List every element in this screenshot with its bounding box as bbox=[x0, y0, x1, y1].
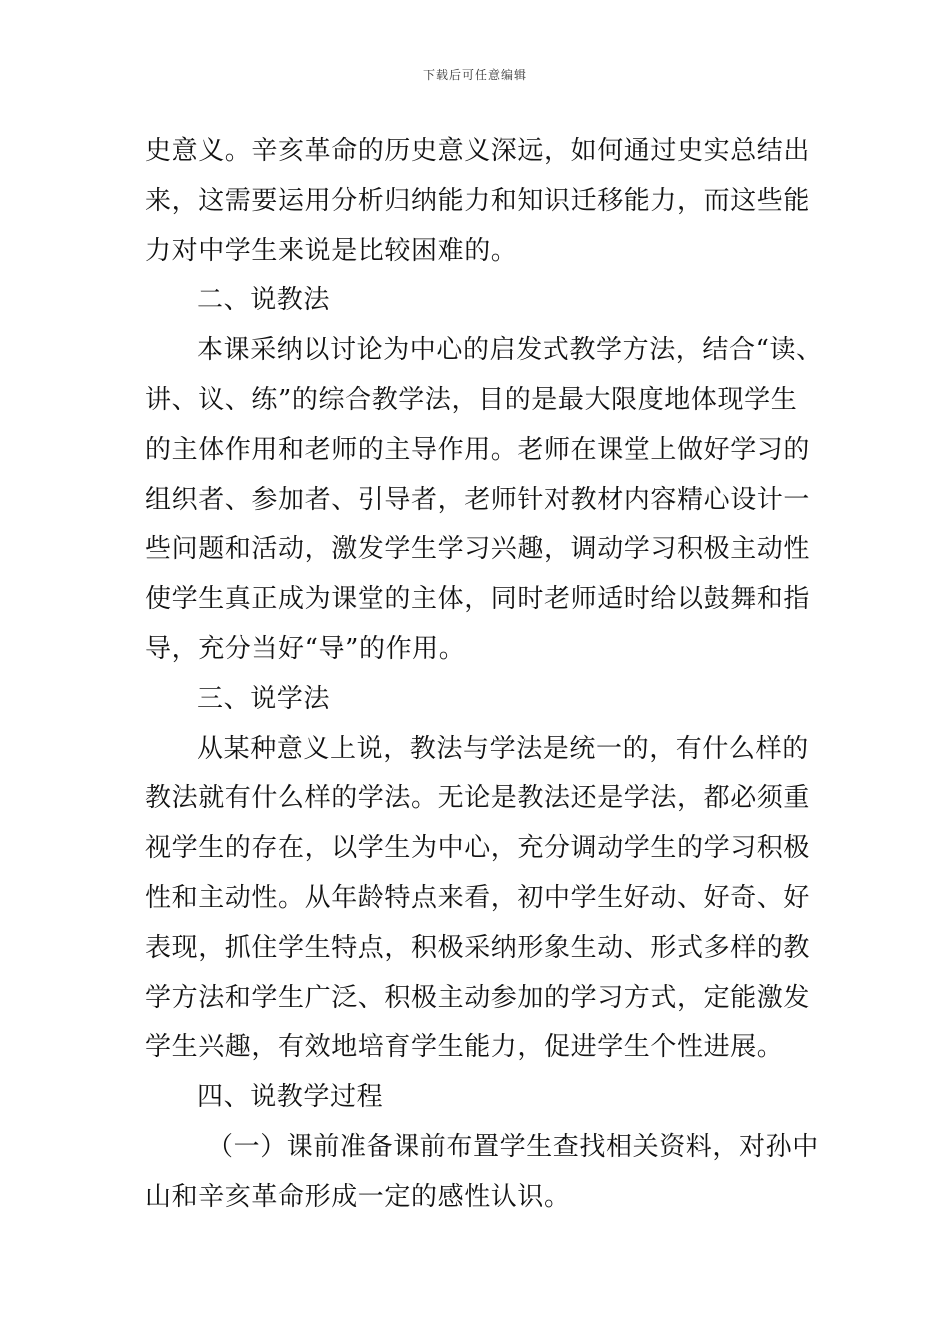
text-line: 视学生的存在，以学生为中心，充分调动学生的学习积极 bbox=[145, 833, 811, 864]
text-line: 讲、议、练”的综合教学法，目的是最大限度地体现学生 bbox=[145, 384, 798, 415]
page-header: 下载后可任意编辑 bbox=[422, 68, 527, 82]
section-heading: 三、说学法 bbox=[197, 683, 331, 714]
text-line: 来，这需要运用分析归纳能力和知识迁移能力，而这些能 bbox=[145, 185, 811, 216]
text-line: 力对中学生来说是比较困难的。 bbox=[145, 235, 518, 266]
document-body bbox=[145, 127, 823, 1223]
text-line: 史意义。辛亥革命的历史意义深远，如何通过史实总结出 bbox=[145, 136, 811, 166]
paragraph-first-line: 从某种意义上说，教法与学法是统一的，有什么样的 bbox=[197, 733, 809, 764]
text-line: 导，充分当好“导”的作用。 bbox=[145, 633, 466, 664]
text-line: 的主体作用和老师的主导作用。老师在课堂上做好学习的 bbox=[145, 434, 811, 465]
section-heading: 四、说教学过程 bbox=[197, 1082, 384, 1113]
text-line: 教法就有什么样的学法。无论是教法还是学法，都必须重 bbox=[145, 783, 811, 814]
text-line: 使学生真正成为课堂的主体，同时老师适时给以鼓舞和指 bbox=[145, 584, 811, 615]
text-line: 性和主动性。从年龄特点来看，初中学生好动、好奇、好 bbox=[145, 882, 811, 913]
paragraph-first-line: 本课采纳以讨论为中心的启发式教学方法，结合“读、 bbox=[197, 335, 823, 366]
text-line: 学生兴趣，有效地培育学生能力，促进学生个性进展。 bbox=[145, 1032, 784, 1063]
text-line: 学方法和学生广泛、积极主动参加的学习方式，定能激发 bbox=[145, 982, 811, 1013]
text-line: 表现，抓住学生特点，积极采纳形象生动、形式多样的教 bbox=[145, 932, 811, 963]
subsection-line: （一）课前准备课前布置学生查找相关资料，对孙中 bbox=[207, 1131, 819, 1162]
text-line: 山和辛亥革命形成一定的感性认识。 bbox=[145, 1181, 571, 1212]
text-line: 些问题和活动，激发学生学习兴趣，调动学习积极主动性 bbox=[145, 534, 811, 565]
text-line: 组织者、参加者、引导者，老师针对教材内容精心设计一 bbox=[145, 484, 811, 515]
section-heading: 二、说教法 bbox=[197, 285, 331, 316]
